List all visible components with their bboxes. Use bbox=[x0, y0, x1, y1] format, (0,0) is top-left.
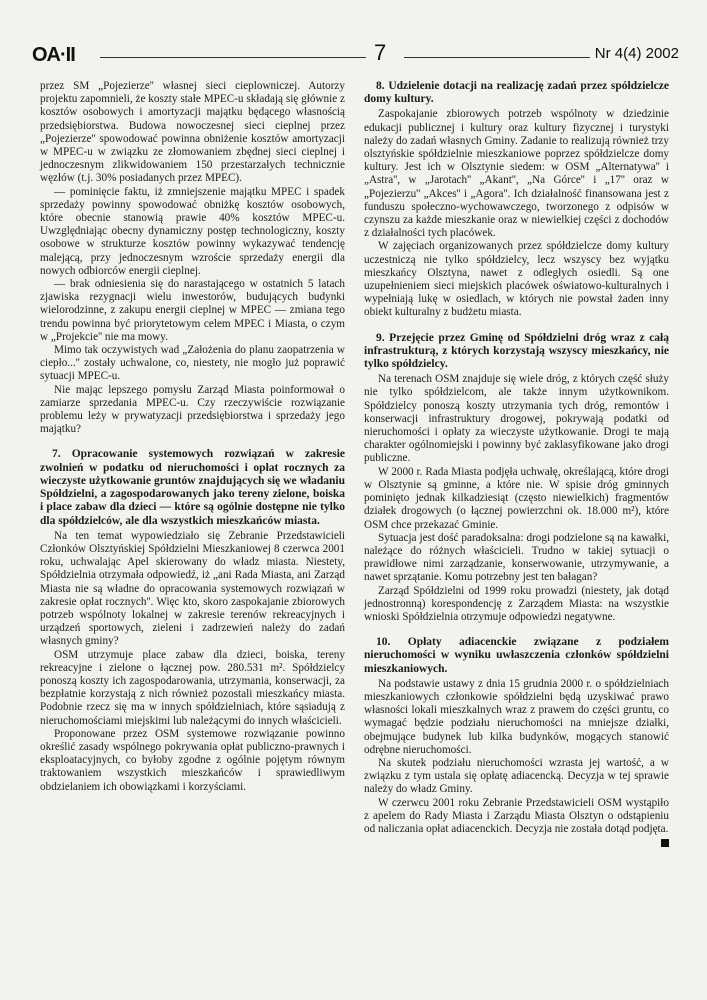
paragraph: Mimo tak oczywistych wad „Założenia do planu zaopatrzenia w ciepło...'' zostały uchwalone, co, niestety, nie mogło już poprawić sytuacji MPEC-u. bbox=[40, 344, 345, 383]
publication-logo: OA·II bbox=[32, 44, 75, 66]
header-rule-left bbox=[100, 57, 366, 58]
paragraph: Na terenach OSM znajduje się wiele dróg, z których część służy nie tylko spółdzielcom, ale także innym użytkownikom. Spółdzielcy ponoszą koszty utrzymania tych dróg, remontów i konserwacji infrastruktury drogowej, pokrywają podatki od nieruchomości i opłaty za wieczyste użytkowanie. Drogi te mają charakter ogólnomiejski i powinny być zaklasyfikowane jako drogi publiczne. bbox=[364, 373, 669, 465]
paragraph-text: W czerwcu 2001 roku Zebranie Przedstawicieli OSM wystąpiło z apelem do Rady Miasta i Zarządu Miasta Olsztyn o odstąpieniu od naliczania opłat adiacenckich. Decyzja nie została dotąd podjęta. bbox=[364, 796, 669, 835]
left-column bbox=[40, 80, 345, 794]
paragraph: Proponowane przez OSM systemowe rozwiązanie powinno określić zasady wspólnego pokrywania opłat publiczno-prawnych i eksploatacyjnych, co byłoby zgodne z ogólnie pojętym równym traktowaniem wszystkich mieszkańców i sprawiedliwym obdzielaniem ich obowiązkami i korzyściami. bbox=[40, 727, 345, 793]
paragraph: Zarząd Spółdzielni od 1999 roku prowadzi (niestety, jak dotąd jednostronną) korespondencję z Zarządem Miasta: na wszystkie wnioski Spółdzielnia otrzymuje odpowiedzi negatywne. bbox=[364, 584, 669, 623]
page-number: 7 bbox=[374, 40, 387, 65]
paragraph: Sytuacja jest dość paradoksalna: drogi podzielone są na kawałki, należące do różnych właścicieli. Trudno w takiej sytuacji o prawidłowe nimi zarządzanie, konserwowanie, utrzymywanie, a nawet sprzątanie. Komu potrzebny jest ten bałagan? bbox=[364, 531, 669, 584]
paragraph: — brak odniesienia się do narastającego w ostatnich 5 latach zjawiska rezygnacji wielu inwestorów, budujących budynki wielorodzinne, z zakupu energii cieplnej w MPEC — zmiana tego trendu powinna być priorytetowym celem MPEC i Miasta, o czym w „Projekcie'' nie ma mowy. bbox=[40, 278, 345, 343]
header-rule-right bbox=[404, 57, 590, 58]
right-column bbox=[364, 80, 669, 847]
section-heading-9: 9. Przejęcie przez Gminę od Spółdzielni dróg wraz z całą infrastrukturą, z których korzystają wszyscy mieszkańcy, nie tylko spółdzielcy. bbox=[364, 331, 669, 371]
paragraph: Zaspokajanie zbiorowych potrzeb wspólnoty w dziedzinie edukacji publicznej i kultury oraz kultury fizycznej i turystyki należy do zadań własnych Gminy. Zadanie to realizują również trzy olsztyńskie spółdzielnie mieszkaniowe poprzez spółdzielcze domy kultury. Jest ich w Olsztynie siedem: w OSM „Alternatywa'' i „Astra'', w „Jarotach'' „Akant'', „Na Górce'' i „17'' oraz w „Pojezierzu'' „Akces'' i „Agora''. Ich działalność finansowana jest z funduszu społeczno-wychowawczego, tworzonego z odpisów w czynszu za każde mieszkanie oraz w niewielkiej części z dochodów z działalności tych placówek. bbox=[364, 108, 669, 240]
paragraph: Na ten temat wypowiedziało się Zebranie Przedstawicieli Członków Olsztyńskiej Spółdzielni Mieszkaniowej 8 czerwca 2001 roku, uchwalając Apel skierowany do władz miasta. Niestety, Spółdzielnia otrzymała odpowiedź, iż „ani Rada Miasta, ani Zarząd Miasta nie są władne do opracowania systemowych rozwiązań w zakresie opłat rocznych''. Więc kto, skoro zaspokajanie zbiorowych potrzeb wspólnoty lokalnej w zakresie terenów rekreacyjnych i urządzeń sportowych, zieleni i zadrzewień należy do zadań własnych gminy? bbox=[40, 529, 345, 648]
paragraph: Na podstawie ustawy z dnia 15 grudnia 2000 r. o spółdzielniach mieszkaniowych członkowie spółdzielni będą uzyskiwać prawo własności lokali mieszkalnych wraz z prawem do części gruntu, co wymagać będzie podziału nieruchomości na mniejsze działki, obejmujące budynek lub kilka budynków, mogących stanowić odrębne nieruchomości. bbox=[364, 677, 669, 756]
section-heading-10: 10. Opłaty adiacenckie związane z podziałem nieruchomości w wyniku uwłaszczenia członków spółdzielni mieszkaniowych. bbox=[364, 636, 669, 675]
paragraph bbox=[364, 797, 669, 837]
paragraph: Na skutek podziału nieruchomości wzrasta jej wartość, a w związku z tym ustala się opłatę adiacencką. Decyzja w tej sprawie należy do władz Gminy. bbox=[364, 756, 669, 796]
issue-number: Nr 4(4) 2002 bbox=[594, 45, 679, 62]
section-heading-8: 8. Udzielenie dotacji na realizację zadań przez spółdzielcze domy kultury. bbox=[364, 80, 669, 106]
page-header bbox=[28, 40, 679, 70]
paragraph: OSM utrzymuje place zabaw dla dzieci, boiska, tereny rekreacyjne i zielone o łącznej pow. 280.531 m². Spółdzielcy ponoszą koszty ich zagospodarowania, utrzymania, konserwacji, za bezpłatnie korzystają z nich również pozostali mieszkańcy miasta. Podobnie rzecz się ma w innych spółdzielniach, które sąsiadują z nieruchomościami miejskimi lub należącymi do innych właścicieli. bbox=[40, 648, 345, 727]
paragraph: W zajęciach organizowanych przez spółdzielcze domy kultury uczestniczą nie tylko spółdzielcy, lecz wszyscy bez wyjątku mieszkańcy Olsztyna, nawet z odległych osiedli. Są one uzupełnieniem sieci miejskich placówek oświatowo-kulturalnych i wypełniają lukę w osiedlach, w których nie powstał żaden inny obiekt kulturalny z budżetu miasta. bbox=[364, 240, 669, 319]
paragraph: przez SM „Pojezierze'' własnej sieci cieplowniczej. Autorzy projektu zapomnieli, że koszty stałe MPEC-u składają się głównie z kosztów osobowych i amortyzacji majątku będącego własnością przedsiębiorstwa. Budowa nowoczesnej sieci cieplnej przez „Pojezierze'' spowodować powinna obniżenie kosztów amortyzacji w MPEC-u w związku ze złomowaniem zbędnej sieci cieplnej i jednoczesnym zlikwidowaniem 150 przestarzałych technicznie węzłów (t.j. 30% posiadanych przez MPEC). bbox=[40, 80, 345, 185]
section-heading-7: 7. Opracowanie systemowych rozwiązań w zakresie zwolnień w podatku od nieruchomości i opłat rocznych za wieczyste użytkowanie gruntów znajdujących się we władaniu Spółdzielni, a zagospodarowanych jako tereny zielone, boiska i place zabaw dla dzieci — które są ogólnie dostępne nie tylko dla spółdzielców, ale dla wszystkich mieszkańców miasta. bbox=[40, 448, 345, 527]
paragraph: — pominięcie faktu, iż zmniejszenie majątku MPEC i spadek sprzedaży powinny spowodować obniżkę kosztów osobowych, które obecnie stanowią prawie 40% kosztów MPEC-u. Uwzględniając obecny dynamiczny postęp technologiczny, koszty osobowe w strukturze kosztów powinny wykazywać tendencję malejącą, przy jednoczesnym wzroście sprzedaży energii dla nowych odbiorców energii cieplnej. bbox=[40, 185, 345, 277]
end-of-article-mark bbox=[661, 839, 669, 847]
paragraph: W 2000 r. Rada Miasta podjęła uchwałę, określającą, które drogi w Olsztynie są gminne, a które nie. W spisie dróg gminnych pominięto jednak kilkadziesiąt (często niewielkich) fragmentów działek drogowych (o łącznej powierzchni ok. 18.000 m²), które OSM chce przekazać Gminie. bbox=[364, 465, 669, 531]
paragraph: Nie mając lepszego pomysłu Zarząd Miasta poinformował o zamiarze sprzedania MPEC-u. Czy rzeczywiście rozwiązanie problemu leży w prywatyzacji przedsiębiorstwa i sprzedaży jego majątku? bbox=[40, 383, 345, 436]
